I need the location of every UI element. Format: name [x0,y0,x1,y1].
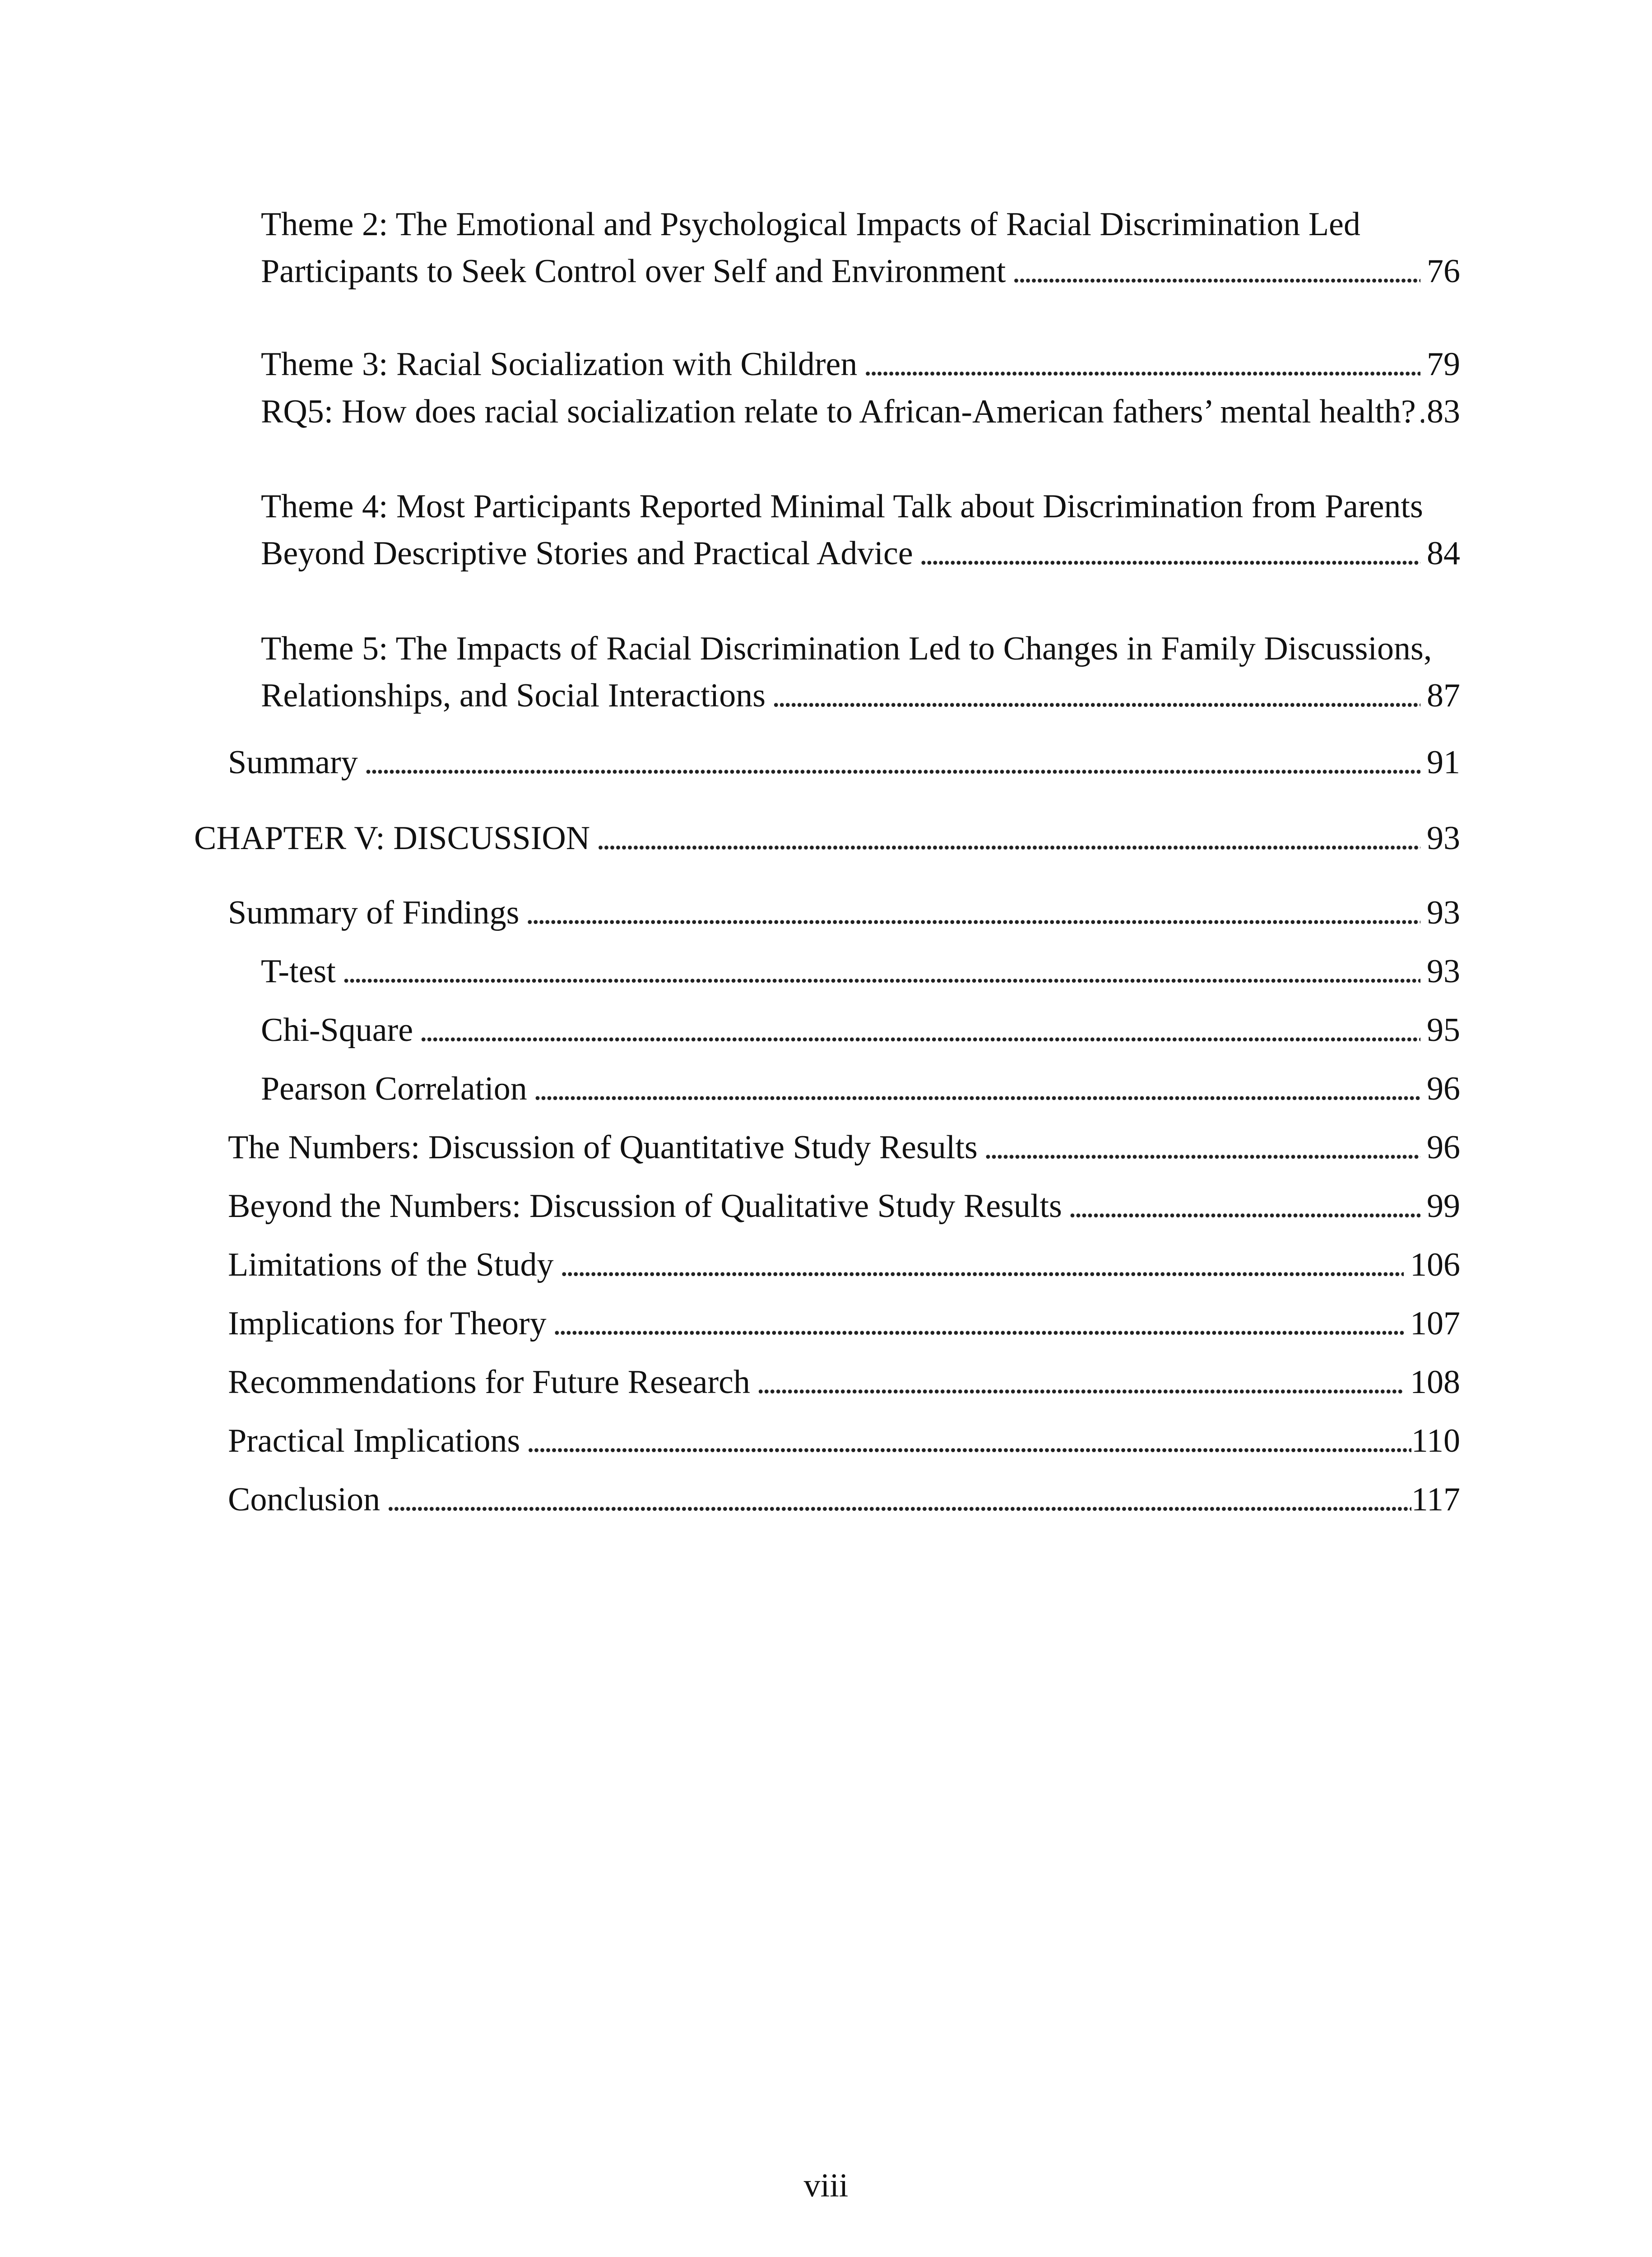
toc-entry-theme-2[interactable] [261,201,1460,295]
toc-entry-implications-for-theory[interactable] [228,1300,1460,1347]
toc-entry-conclusion[interactable] [228,1476,1460,1523]
toc-entry-chi-square[interactable] [261,1007,1460,1054]
toc-entry-summary[interactable] [228,739,1460,786]
toc-page-number: 93 [1427,953,1460,990]
toc-entry-title-line-2: Beyond Descriptive Stories and Practical Advice [261,535,913,572]
dot-leader [1419,388,1424,435]
toc-entry-line [228,889,1460,936]
toc-entry-title: Theme 3: Racial Socialization with Children [261,346,858,383]
toc-entry-line [261,1007,1460,1054]
toc-entry-title: Chi-Square [261,1012,413,1049]
toc-entry-title-line-2: Relationships, and Social Interactions [261,677,766,714]
toc-page-number: 87 [1427,677,1460,714]
toc-entry-line [228,739,1460,786]
toc-entry-line [261,388,1460,435]
toc-entry-title: Implications for Theory [228,1305,547,1342]
toc-page-number: 96 [1427,1129,1460,1166]
toc-entry-line [261,1065,1460,1112]
toc-entry-line [261,248,1460,295]
dot-leader [553,1300,1404,1347]
dot-leader [386,1476,1411,1523]
dot-leader [772,672,1420,719]
toc-entry-title: Conclusion [228,1481,381,1518]
toc-page-number: 96 [1427,1070,1460,1107]
toc-entry-title-line-1: Theme 2: The Emotional and Psychological Impacts of Racial Discrimination Led [261,206,1360,243]
toc-page-number: 95 [1427,1012,1460,1049]
toc-entry-title: Recommendations for Future Research [228,1364,750,1401]
toc-entry-line [194,815,1460,862]
toc-page-number: 107 [1410,1305,1460,1342]
dot-leader [560,1241,1404,1288]
toc-entry-title: T-test [261,953,336,990]
toc-page-number: 93 [1427,820,1460,857]
dot-leader [342,948,1420,995]
toc-entry-title: RQ5: How does racial socialization relate to African-American fathers’ mental health? [261,393,1416,430]
dot-leader [534,1065,1420,1112]
toc-entry-line [228,1476,1460,1523]
toc-page-number: 110 [1411,1422,1460,1459]
dot-leader [1012,248,1420,295]
toc-entry-title: Summary [228,744,358,781]
toc-page-number: 106 [1410,1246,1460,1283]
toc-entry-t-test[interactable] [261,948,1460,995]
dot-leader [364,739,1420,786]
toc-entry-beyond-the-numbers[interactable] [228,1183,1460,1230]
toc-entry-limitations[interactable] [228,1241,1460,1288]
toc-page-number: 93 [1427,894,1460,931]
toc-page-number: 76 [1427,253,1460,290]
toc-entry-line [261,948,1460,995]
dot-leader [919,530,1420,577]
toc-entry-the-numbers[interactable] [228,1124,1460,1171]
toc-entry-line [228,1183,1460,1230]
toc-page-number: 79 [1427,346,1460,383]
toc-entry-title-line-2: Participants to Seek Control over Self and Environment [261,253,1006,290]
toc-page-number: 83 [1427,393,1460,430]
toc-entry-line [261,341,1460,388]
toc-entry-title-line-1: Theme 4: Most Participants Reported Minimal Talk about Discrimination from Parents [261,488,1423,525]
toc-entry-chapter-5[interactable] [194,815,1460,862]
toc-entry-theme-4[interactable] [261,483,1460,577]
toc-entry-title: Summary of Findings [228,894,520,931]
dot-leader [526,1417,1411,1464]
toc-page-number: 99 [1427,1188,1460,1225]
toc-entry-theme-3[interactable] [261,341,1460,388]
toc-page-number: 117 [1411,1481,1460,1518]
dot-leader [419,1007,1420,1054]
dot-leader [984,1124,1420,1171]
toc-entry-line [228,1124,1460,1171]
toc-page-number: 108 [1410,1364,1460,1401]
toc-entry-rq5[interactable] [261,388,1460,435]
toc-entry-line [261,530,1460,577]
toc-entry-line [228,1241,1460,1288]
dot-leader [863,341,1420,388]
toc-entry-practical-implications[interactable] [228,1417,1460,1464]
toc-entry-title-line-1: Theme 5: The Impacts of Racial Discrimination Led to Changes in Family Discussions, [261,630,1432,667]
toc-entry-title: Practical Implications [228,1422,520,1459]
toc-entry-line [228,1359,1460,1406]
toc-entry-line [228,1300,1460,1347]
toc-entry-pearson-correlation[interactable] [261,1065,1460,1112]
dot-leader [756,1359,1404,1406]
page-number-footer: viii [803,2167,849,2204]
toc-chapter-title: CHAPTER V: DISCUSSION [194,820,590,857]
toc-entry-recommendations[interactable] [228,1359,1460,1406]
toc-entry-title: The Numbers: Discussion of Quantitative Study Results [228,1129,978,1166]
toc-entry-theme-5[interactable] [261,625,1460,719]
dot-leader [525,889,1420,936]
dot-leader [596,815,1420,862]
dot-leader [1068,1183,1420,1230]
toc-page-number: 84 [1427,535,1460,572]
toc-entry-title: Beyond the Numbers: Discussion of Qualitative Study Results [228,1188,1062,1225]
toc-entry-line [261,672,1460,719]
toc-entry-title: Pearson Correlation [261,1070,527,1107]
toc-entry-summary-of-findings[interactable] [228,889,1460,936]
toc-entry-line [228,1417,1460,1464]
toc-entry-title: Limitations of the Study [228,1246,554,1283]
toc-page-number: 91 [1427,744,1460,781]
